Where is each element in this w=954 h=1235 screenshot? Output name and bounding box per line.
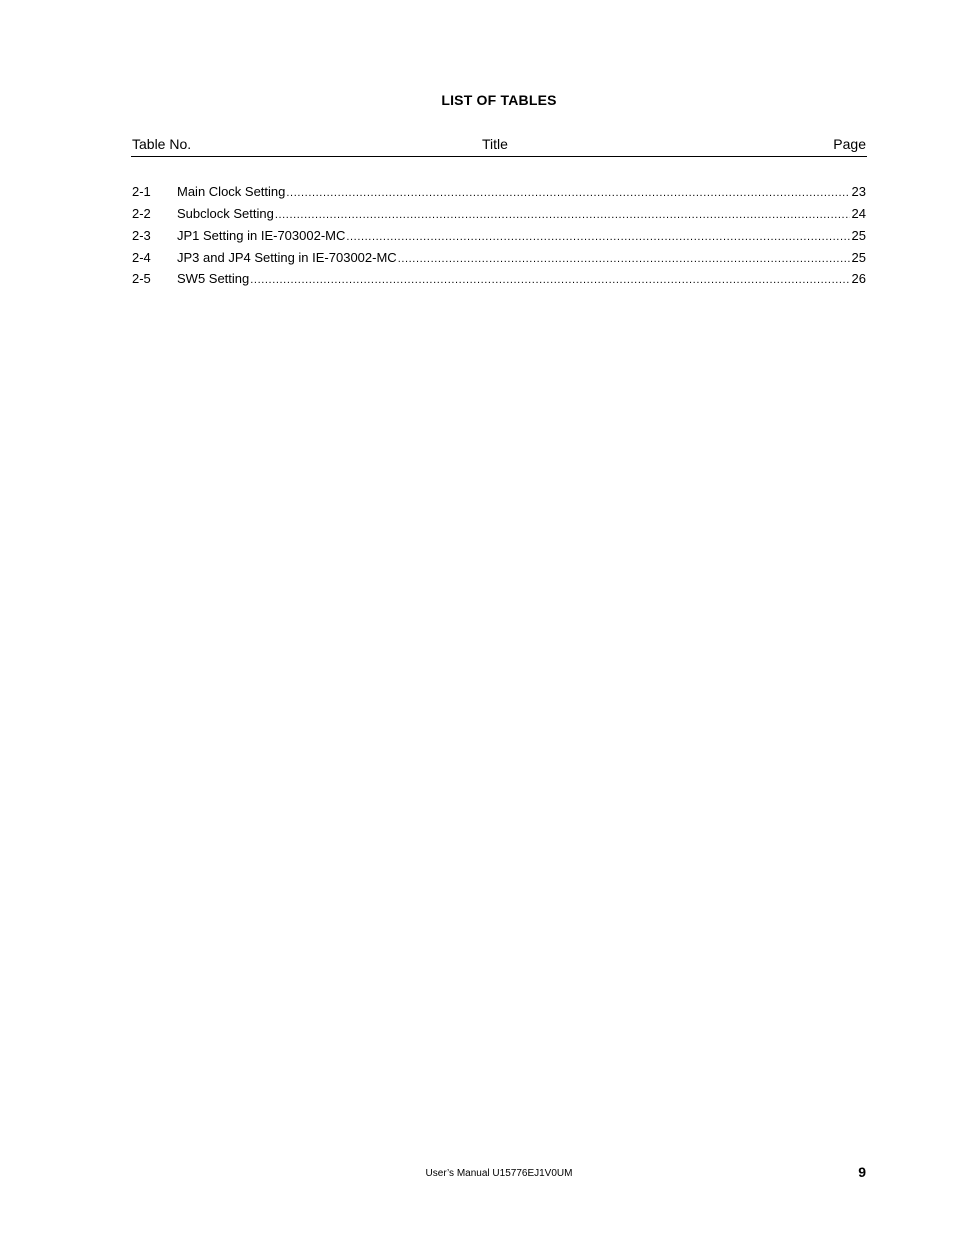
entry-page: 23 bbox=[851, 184, 866, 199]
entry-title: Main Clock Setting bbox=[177, 184, 286, 199]
entry-page: 25 bbox=[851, 228, 866, 243]
entry-title: SW5 Setting bbox=[177, 271, 250, 286]
entry-page: 26 bbox=[851, 271, 866, 286]
column-header-page: Page bbox=[833, 136, 866, 152]
footer-manual-id: User’s Manual U15776EJ1V0UM bbox=[425, 1168, 573, 1179]
entry-number: 2-3 bbox=[132, 228, 151, 243]
entry-page: 24 bbox=[851, 206, 866, 221]
list-item[interactable] bbox=[132, 271, 866, 292]
column-header-table-no: Table No. bbox=[132, 136, 192, 152]
dot-leader bbox=[398, 251, 850, 267]
entry-number: 2-5 bbox=[132, 271, 151, 286]
list-item[interactable] bbox=[132, 228, 866, 250]
table-header-row bbox=[131, 136, 867, 157]
list-item[interactable] bbox=[132, 206, 866, 228]
dot-leader bbox=[286, 185, 849, 201]
entry-number: 2-4 bbox=[132, 250, 151, 265]
dot-leader bbox=[275, 207, 850, 223]
list-item[interactable] bbox=[132, 250, 866, 271]
column-header-title: Title bbox=[482, 136, 508, 152]
dot-leader bbox=[250, 272, 849, 288]
entry-number: 2-2 bbox=[132, 206, 151, 221]
entry-title: Subclock Setting bbox=[177, 206, 274, 221]
entry-title: JP1 Setting in IE-703002-MC bbox=[177, 228, 346, 243]
entry-title: JP3 and JP4 Setting in IE-703002-MC bbox=[177, 250, 397, 265]
entry-number: 2-1 bbox=[132, 184, 151, 199]
page-title: LIST OF TABLES bbox=[441, 92, 557, 108]
dot-leader bbox=[346, 229, 849, 245]
list-item[interactable] bbox=[132, 184, 866, 206]
entry-page: 25 bbox=[851, 250, 866, 265]
table-list bbox=[132, 184, 866, 292]
footer-page-number: 9 bbox=[858, 1164, 866, 1180]
